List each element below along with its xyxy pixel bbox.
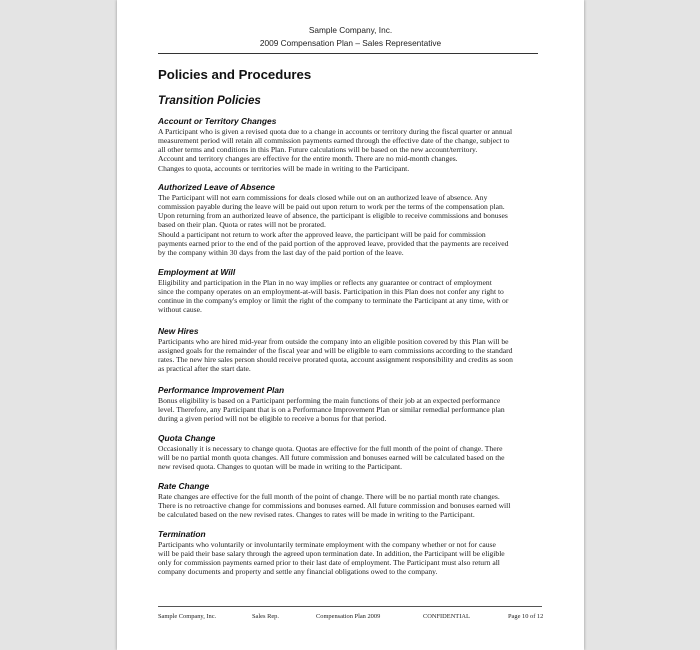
header-company: Sample Company, Inc. [308, 25, 393, 35]
text-line: be calculated based on the new revised rates. Changes to rates will be made in writing to the Participant. [158, 510, 475, 520]
text-line: will be paid their base salary through the agreed upon termination date. In addition, the Participant will be eligible [158, 548, 505, 558]
section-heading: Employment at Will [158, 267, 236, 277]
section-subtitle: Transition Policies [158, 94, 261, 107]
text-line: assigned goals for the remainder of the fiscal year and will be eligible to earn commissions according to the standard [158, 345, 513, 355]
text-line: Changes to quota, accounts or territories will be made in writing to the Participant. [158, 163, 410, 173]
text-line: A Participant who is given a revised quota due to a change in accounts or territory during the fiscal quarter or annual [158, 126, 513, 136]
section-performance-improvement [158, 385, 553, 423]
text-line: as practical after the start date. [158, 364, 251, 374]
section-heading: Performance Improvement Plan [158, 385, 285, 395]
text-line: by the company within 30 days from the last day of the paid portion of the leave. [158, 248, 404, 258]
footer-company: Sample Company, Inc. [158, 613, 217, 620]
text-line: since the company operates on an employment-at-will basis. Participation in this Plan does not confer any right to [158, 286, 504, 296]
footer-plan: Compensation Plan 2009 [316, 613, 381, 620]
footer-classification: CONFIDENTIAL [423, 613, 470, 620]
text-line: Account and territory changes are effective for the entire month. There are no mid-month changes. [158, 154, 458, 164]
section-new-hires [158, 326, 553, 374]
text-line: during a given period will not be eligible to receive a bonus for that period. [158, 414, 387, 424]
header-plan-title: 2009 Compensation Plan – Sales Representative [259, 38, 442, 48]
section-account-territory [158, 116, 553, 173]
text-line: level. Therefore, any Participant that is on a Performance Improvement Plan or similar remedial performance plan [158, 404, 505, 414]
text-line: Occasionally it is necessary to change quota. Quotas are effective for the full month of the point of change. There [158, 443, 503, 453]
section-heading: Quota Change [158, 433, 216, 443]
text-line: new revised quota. Changes to quotan will be made in writing to the Participant. [158, 462, 403, 472]
text-line: Should a participant not return to work after the approved leave, the participant will be paid for commission [158, 229, 486, 239]
section-rate-change [158, 481, 553, 519]
section-heading: Authorized Leave of Absence [158, 182, 275, 192]
text-line: Rate changes are effective for the full month of the point of change. There will be no partial month rate changes. [158, 491, 500, 501]
section-termination [158, 529, 553, 577]
text-line: only for commission payments earned prior to their last date of employment. The Participant must also return all [158, 558, 500, 568]
section-quota-change [158, 433, 553, 471]
text-line: The Participant will not earn commissions for deals closed while out on an authorized leave of absence. Any [158, 192, 488, 202]
footer-role: Sales Rep. [252, 613, 279, 620]
text-line: company documents and property and settle any financial obligations owed to the company. [158, 567, 438, 577]
section-heading: Rate Change [158, 481, 210, 491]
footer-divider [158, 606, 542, 607]
text-line: measurement period will retain all commission payments earned through the effective date of the change, subject to [158, 135, 510, 145]
text-line: payments earned prior to the end of the paid portion of the approved leave, provided that the payments are received [158, 238, 509, 248]
header-divider [158, 53, 538, 54]
text-line: rates. The new hire sales person should receive prorated quota, account assignment responsibility and credits as soon [158, 355, 513, 365]
footer-page-number: Page 10 of 12 [508, 613, 544, 620]
page-title: Policies and Procedures [158, 67, 312, 82]
text-line: based on their plan. Quota or rates will not be prorated. [158, 220, 326, 230]
section-heading: New Hires [158, 326, 199, 336]
section-heading: Termination [158, 529, 206, 539]
section-leave-of-absence [158, 182, 553, 258]
text-line: There is no retroactive change for commissions and bonuses earned. All future commission and bonuses earned will [158, 500, 511, 510]
text-line: Participants who voluntarily or involuntarily terminate employment with the company whether or not for cause [158, 539, 496, 549]
document-page [117, 0, 584, 650]
text-line: commission payable during the leave will be paid out upon return to work per the terms of the compensation plan. [158, 201, 505, 211]
section-heading: Account or Territory Changes [158, 116, 277, 126]
text-line: Upon returning from an authorized leave of absence, the participant is eligible to receive commissions and bonuses [158, 211, 508, 221]
text-line: without cause. [158, 305, 202, 315]
text-line: continue in the company's employ or limit the right of the company to terminate the Participant at any time, with or [158, 296, 509, 306]
text-line: will be no partial month quota changes. All future commission and bonuses earned will be calculated based on the [158, 452, 505, 462]
text-line: Eligibility and participation in the Plan in no way implies or reflects any guarantee or contract of employment [158, 277, 492, 287]
text-line: Bonus eligibility is based on a Participant performing the main functions of their job at an expected performance [158, 395, 501, 405]
text-line: Participants who are hired mid-year from outside the company into an eligible position covered by this Plan will be [158, 336, 509, 346]
text-line: all other terms and conditions in this Plan. Future calculations will be based on the new account/territory. [158, 145, 478, 155]
section-employment-at-will [158, 267, 553, 315]
